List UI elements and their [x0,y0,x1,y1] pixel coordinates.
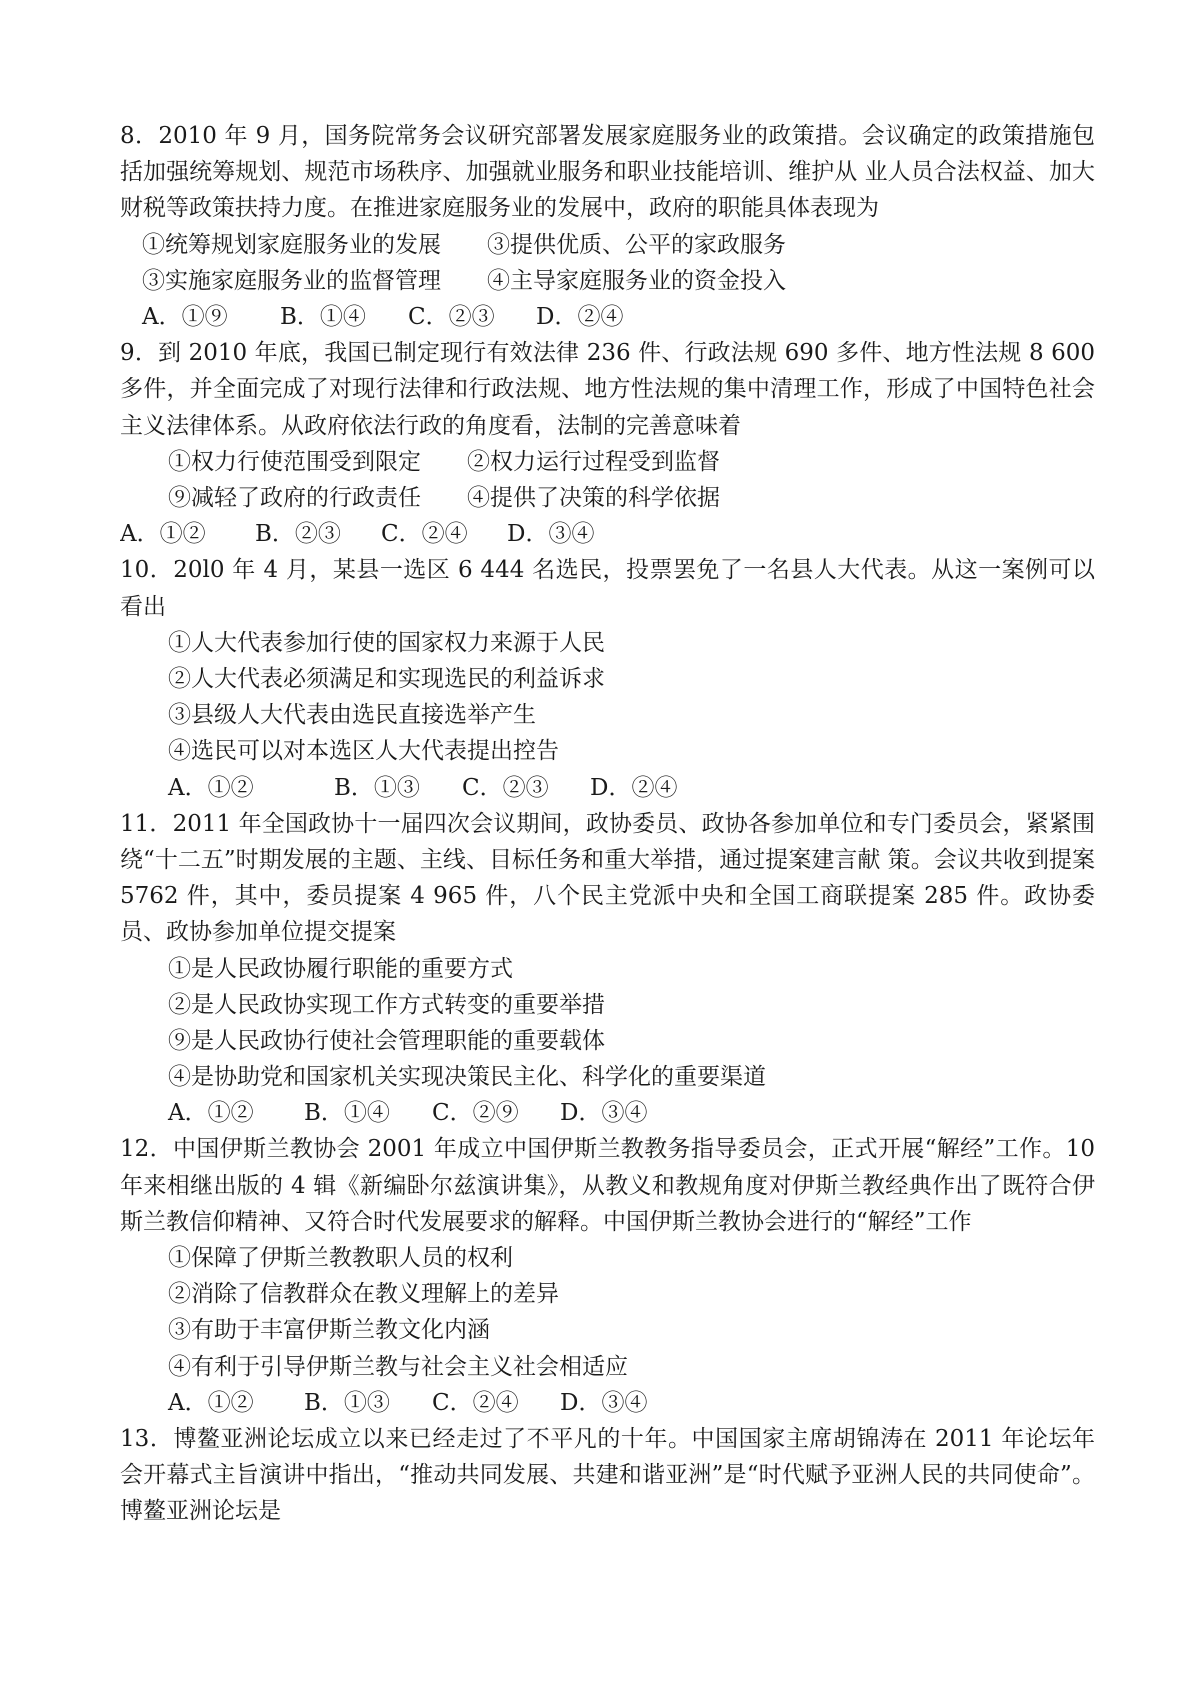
option-line: ⑨是人民政协行使社会管理职能的重要载体 [168,1027,605,1054]
answer-a: A．①② [168,1389,254,1416]
option-line: ③县级人大代表由选民直接选举产生 [168,702,536,729]
answer-b: B．②③ [255,521,341,548]
answer-b: B．①④ [304,1100,390,1127]
option-line: ③有助于丰富伊斯兰教文化内涵 [168,1317,490,1344]
answer-choices [120,516,1095,552]
option-line: ④有利于引导伊斯兰教与社会主义社会相适应 [168,1353,628,1380]
answer-a: A．①⑨ [142,303,228,330]
answer-d: D．③④ [560,1100,648,1127]
answer-choices [120,770,1095,806]
answer-b: B．①③ [334,774,420,801]
question-stem: 9．到 2010 年底，我国已制定现行有效法律 236 件、行政法规 690 多件、地方性法规 8 600 多件，并全面完成了对现行法律和行政法规、地方性法规的集中清理工作，形成了中国特色社会主义法律体系。从政府依法行政的角度看，法制的完善意味着 [120,340,1095,439]
answer-a: A．①② [120,521,206,548]
answer-c: C．②③ [462,774,549,801]
question-10 [120,552,1095,805]
question-12 [120,1131,1095,1421]
question-11 [120,806,1095,1132]
answer-a: A．①② [168,774,254,801]
question-8 [120,118,1095,335]
option-line: ①保障了伊斯兰教教职人员的权利 [168,1245,513,1272]
option-line: ③实施家庭服务业的监督管理 ④主导家庭服务业的资金投入 [142,267,786,294]
option-line: ①是人民政协履行职能的重要方式 [168,955,513,982]
option-line: ②是人民政协实现工作方式转变的重要举措 [168,991,605,1018]
option-line: ①权力行使范围受到限定 ②权力运行过程受到监督 [168,448,720,475]
answer-choices [120,1385,1095,1421]
question-stem: 10．20l0 年 4 月，某县一选区 6 444 名选民，投票罢免了一名县人大代表。从这一案例可以看出 [120,557,1095,620]
answer-d: D．②④ [536,303,624,330]
option-line: ②消除了信教群众在教义理解上的差异 [168,1281,559,1308]
answer-choices [120,1095,1095,1131]
question-stem: 11．2011 年全国政协十一届四次会议期间，政协委员、政协各参加单位和专门委员会，紧紧围绕“十二五”时期发展的主题、主线、目标任务和重大举措，通过提案建言献 策。会议共收到提案 5762 件，其中，委员提案 4 965 件，八个民主党派中央和全国工商联提案 285 件。政协委员、政协参加单位提交提案 [120,810,1095,946]
option-line: ②人大代表必须满足和实现选民的利益诉求 [168,665,605,692]
answer-c: C．②⑨ [432,1100,519,1127]
answer-c: C．②③ [408,303,495,330]
option-line: ①统筹规划家庭服务业的发展 ③提供优质、公平的家政服务 [142,231,786,258]
question-stem: 8．2010 年 9 月，国务院常务会议研究部署发展家庭服务业的政策措。会议确定的政策措施包括加强统筹规划、规范市场秩序、加强就业服务和职业技能培训、维护从 业人员合法权益、加大财税等政策扶持力度。在推进家庭服务业的发展中，政府的职能具体表现为 [120,123,1095,222]
exam-page [120,118,1095,1530]
answer-choices [120,299,1095,335]
answer-d: D．③④ [507,521,595,548]
option-line: ①人大代表参加行使的国家权力来源于人民 [168,629,605,656]
answer-c: C．②④ [381,521,468,548]
answer-a: A．①② [168,1100,254,1127]
question-9 [120,335,1095,552]
question-stem: 12．中国伊斯兰教协会 2001 年成立中国伊斯兰教教务指导委员会，正式开展“解经”工作。10 年来相继出版的 4 辑《新编卧尔兹演讲集》，从教义和教规角度对伊斯兰教经典作出了既符合伊斯兰教信仰精神、又符合时代发展要求的解释。中国伊斯兰教协会进行的“解经”工作 [120,1136,1095,1235]
answer-b: B．①④ [280,303,366,330]
question-stem: 13．博鳌亚洲论坛成立以来已经走过了不平凡的十年。中国国家主席胡锦涛在 2011 年论坛年会开幕式主旨演讲中指出，“推动共同发展、共建和谐亚洲”是“时代赋予亚洲人民的共同使命”。博鳌亚洲论坛是 [120,1425,1095,1525]
answer-b: B．①③ [304,1389,390,1416]
question-13 [120,1421,1095,1530]
answer-d: D．③④ [560,1389,648,1416]
answer-c: C．②④ [432,1389,519,1416]
option-line: ④是协助党和国家机关实现决策民主化、科学化的重要渠道 [168,1064,766,1091]
option-line: ④选民可以对本选区人大代表提出控告 [168,738,559,765]
option-line: ⑨减轻了政府的行政责任 ④提供了决策的科学依据 [168,484,720,511]
answer-d: D．②④ [590,774,678,801]
